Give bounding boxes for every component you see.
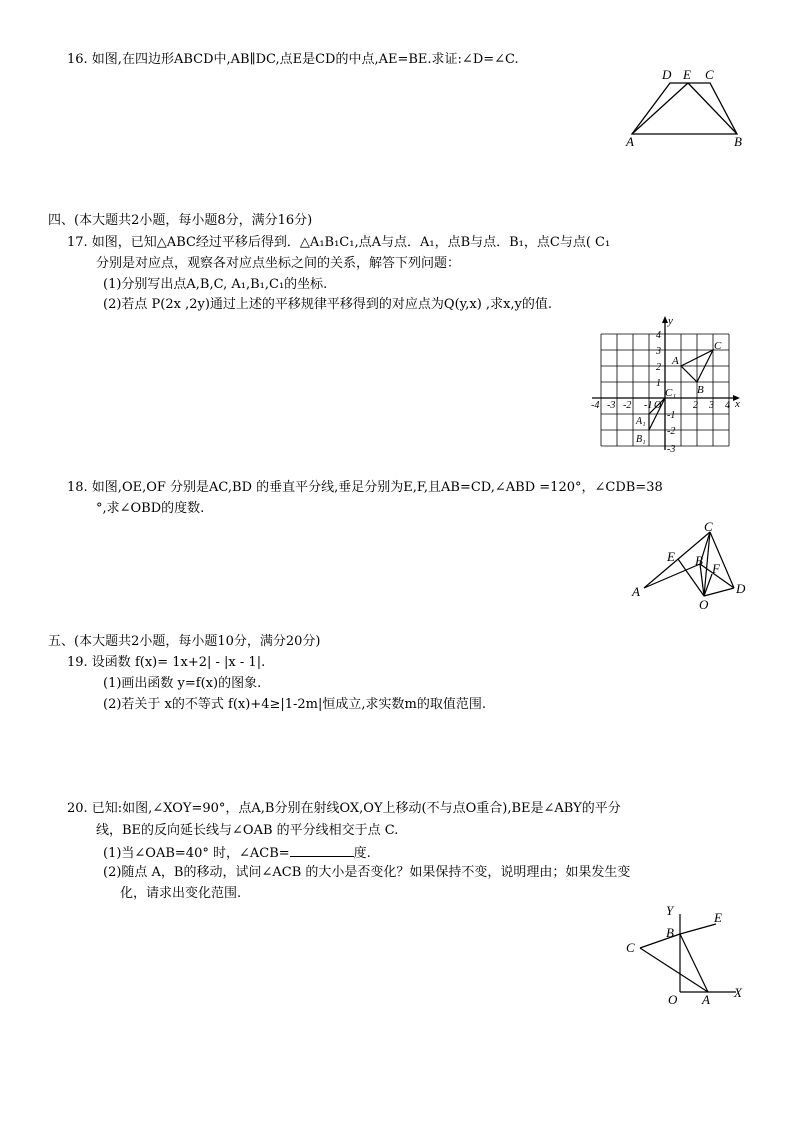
- svg-text:-4: -4: [591, 400, 600, 411]
- svg-text:2: 2: [656, 362, 661, 373]
- q18-line1: 18. 如图,OE,OF 分别是AC,BD 的垂直平分线,垂足分别为E,F,且AB=CD,∠ABD =120°，∠CDB=38: [67, 480, 663, 495]
- svg-text:4: 4: [725, 400, 730, 411]
- svg-text:C₁: C₁: [665, 387, 677, 399]
- section-4-header: 四、(本大题共2小题，每小题8分，满分16分): [48, 213, 313, 228]
- label-x: X: [734, 985, 742, 1000]
- label-b: B: [695, 553, 703, 568]
- q20-sub2b: 化，请求出变化范围.: [120, 886, 242, 901]
- svg-text:-1: -1: [644, 400, 653, 411]
- label-c: C: [704, 519, 713, 534]
- q19-sub2: (2)若关于 x的不等式 f(x)+4≥|1-2m|恒成立,求实数m的取值范围.: [103, 697, 486, 712]
- svg-text:1: 1: [656, 378, 661, 389]
- svg-text:-2: -2: [667, 426, 676, 437]
- q20-sub1-prefix: (1)当∠OAB=40° 时，∠ACB=: [103, 846, 290, 861]
- q17-line2: 分别是对应点，观察各对应点坐标之间的关系，解答下列问题：: [96, 256, 461, 271]
- svg-text:A₁: A₁: [636, 416, 646, 427]
- q17-grid-figure: [588, 314, 753, 454]
- svg-text:3: 3: [709, 400, 714, 411]
- svg-text:-2: -2: [623, 400, 632, 411]
- label-e: E: [683, 67, 691, 82]
- label-e: E: [714, 910, 722, 925]
- q17-line1: 17. 如图，已知△ABC经过平移后得到．△A₁B₁C₁,点A与点．A₁，点B与点．B₁，点C与点( C₁: [67, 235, 611, 250]
- label-o: O: [668, 992, 678, 1007]
- svg-text:O: O: [654, 400, 662, 411]
- label-c: C: [705, 67, 714, 82]
- label-b: B: [734, 134, 742, 149]
- svg-text:4: 4: [656, 330, 661, 341]
- svg-text:C: C: [714, 340, 722, 352]
- label-f: F: [712, 561, 720, 576]
- q20-line1: 20. 已知:如图,∠XOY=90°，点A,B分别在射线OX,OY上移动(不与点O重合),BE是∠ABY的平分: [67, 801, 621, 816]
- label-a: A: [626, 134, 634, 149]
- label-d: D: [662, 67, 672, 82]
- label-a: A: [702, 992, 710, 1007]
- q20-sub2a: (2)随点 A，B的移动，试问∠ACB 的大小是否变化？如果保持不变，说明理由；如果发生变: [103, 865, 631, 880]
- svg-text:-1: -1: [667, 410, 676, 421]
- q17-sub1: (1)分别写出点A,B,C, A₁,B₁,C₁的坐标.: [103, 277, 328, 292]
- svg-text:B₁: B₁: [636, 434, 646, 445]
- q20-sub1-suffix: 度.: [353, 846, 371, 861]
- svg-text:B: B: [697, 384, 704, 396]
- q18-figure: [628, 516, 753, 611]
- svg-text:3: 3: [656, 346, 661, 357]
- label-b: B: [666, 925, 674, 940]
- label-a: A: [632, 584, 640, 599]
- svg-text:-3: -3: [667, 444, 676, 454]
- q20-line2: 线，BE的反向延长线与∠OAB 的平分线相交于点 C.: [96, 823, 399, 838]
- q19-sub1: (1)画出函数 y=f(x)的图象.: [103, 676, 262, 691]
- label-c: C: [626, 940, 635, 955]
- q20-sub1: [103, 843, 371, 863]
- q16-text: 16. 如图,在四边形ABCD中,AB∥DC,点E是CD的中点,AE=BE.求证:∠D=∠C.: [67, 52, 519, 67]
- answer-blank: [290, 843, 354, 857]
- axis-x-label: x: [735, 398, 740, 410]
- label-d: D: [736, 581, 746, 596]
- q19-line1: 19. 设函数 f(x)= 1x+2| - |x - 1|.: [67, 655, 266, 670]
- svg-text:-3: -3: [607, 400, 616, 411]
- section-5-header: 五、(本大题共2小题，每小题10分，满分20分): [48, 634, 321, 649]
- label-o: O: [699, 597, 709, 611]
- label-y: Y: [666, 903, 674, 918]
- axis-y-label: y: [668, 315, 673, 327]
- svg-text:2: 2: [693, 400, 698, 411]
- q20-figure: [620, 900, 750, 1010]
- q17-sub2: (2)若点 P(2x ,2y)通过上述的平移规律平移得到的对应点为Q(y,x) ,求x,y的值.: [103, 297, 553, 312]
- q18-line2: °,求∠OBD的度数.: [96, 501, 205, 516]
- label-e: E: [667, 549, 675, 564]
- svg-text:A: A: [672, 355, 679, 367]
- q16-figure: [622, 64, 752, 149]
